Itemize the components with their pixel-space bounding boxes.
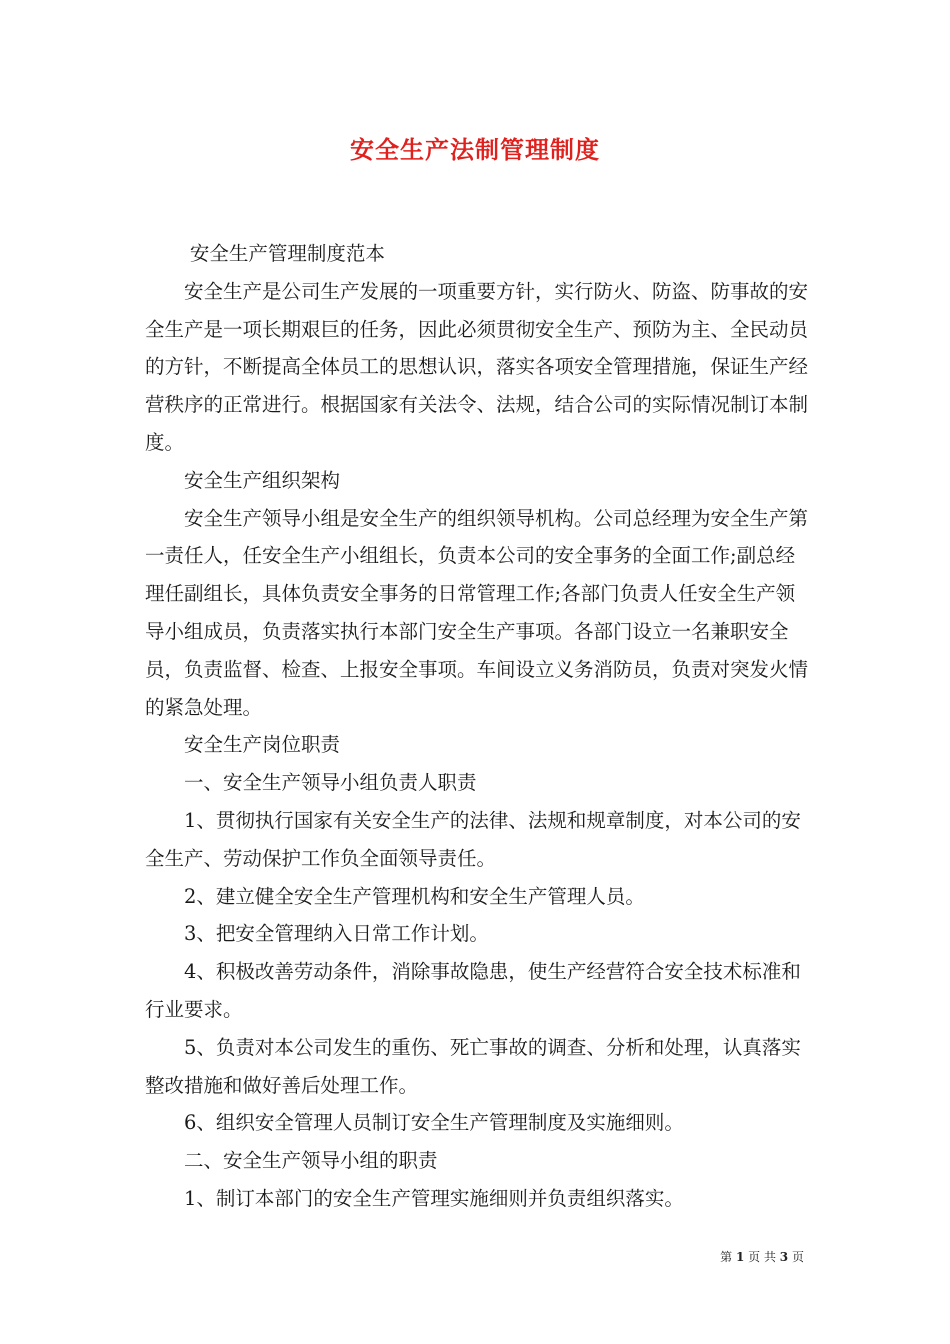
current-page-number: 1 [735, 1250, 745, 1264]
paragraph: 安全生产是公司生产发展的一项重要方针，实行防火、防盗、防事故的安全生产是一项长期艰巨的任务，因此必须贯彻安全生产、预防为主、全民动员的方针，不断提高全体员工的思想认识，落实各项安全管理措施，保证生产经营秩序的正常进行。根据国家有关法令、法规，结合公司的实际情况制订本制度。 [145, 279, 809, 454]
paragraph: 6、组织安全管理人员制订安全生产管理制度及实施细则。 [184, 1111, 684, 1135]
paragraph: 1、贯彻执行国家有关安全生产的法律、法规和规章制度，对本公司的安全生产、劳动保护工作负全面领导责任。 [145, 808, 801, 870]
paragraph: 一、安全生产领导小组负责人职责 [184, 771, 477, 795]
footer-middle: 页 共 [748, 1250, 776, 1264]
document-body [145, 235, 810, 1218]
paragraph: 二、安全生产领导小组的职责 [184, 1149, 438, 1173]
document-title: 安全生产法制管理制度 [350, 135, 600, 164]
page-footer [720, 1248, 804, 1265]
paragraph: 3、把安全管理纳入日常工作计划。 [184, 922, 489, 946]
paragraph: 1、制订本部门的安全生产管理实施细则并负责组织落实。 [184, 1186, 684, 1210]
paragraph: 5、负责对本公司发生的重伤、死亡事故的调查、分析和处理，认真落实整改措施和做好善后处理工作。 [145, 1035, 801, 1097]
paragraph: 2、建立健全安全生产管理机构和安全生产管理人员。 [184, 884, 645, 908]
document-subtitle: 安全生产管理制度范本 [189, 242, 385, 265]
paragraph: 安全生产组织架构 [184, 468, 341, 492]
footer-suffix: 页 [791, 1250, 804, 1264]
paragraph: 4、积极改善劳动条件，消除事故隐患，使生产经营符合安全技术标准和行业要求。 [145, 960, 801, 1021]
paragraph: 安全生产岗位职责 [184, 733, 341, 757]
footer-prefix: 第 [720, 1250, 733, 1264]
paragraph: 安全生产领导小组是安全生产的组织领导机构。公司总经理为安全生产第一责任人，任安全生产小组组长，负责本公司的安全事务的全面工作;副总经理任副组长，具体负责安全事务的日常管理工作;各部门负责人任安全生产领导小组成员，负责落实执行本部门安全生产事项。各部门设立一名兼职安全员，负责监督、检查、上报安全事项。车间设立义务消防员，负责对突发火情的紧急处理。 [145, 506, 809, 719]
total-page-number: 3 [779, 1250, 789, 1264]
